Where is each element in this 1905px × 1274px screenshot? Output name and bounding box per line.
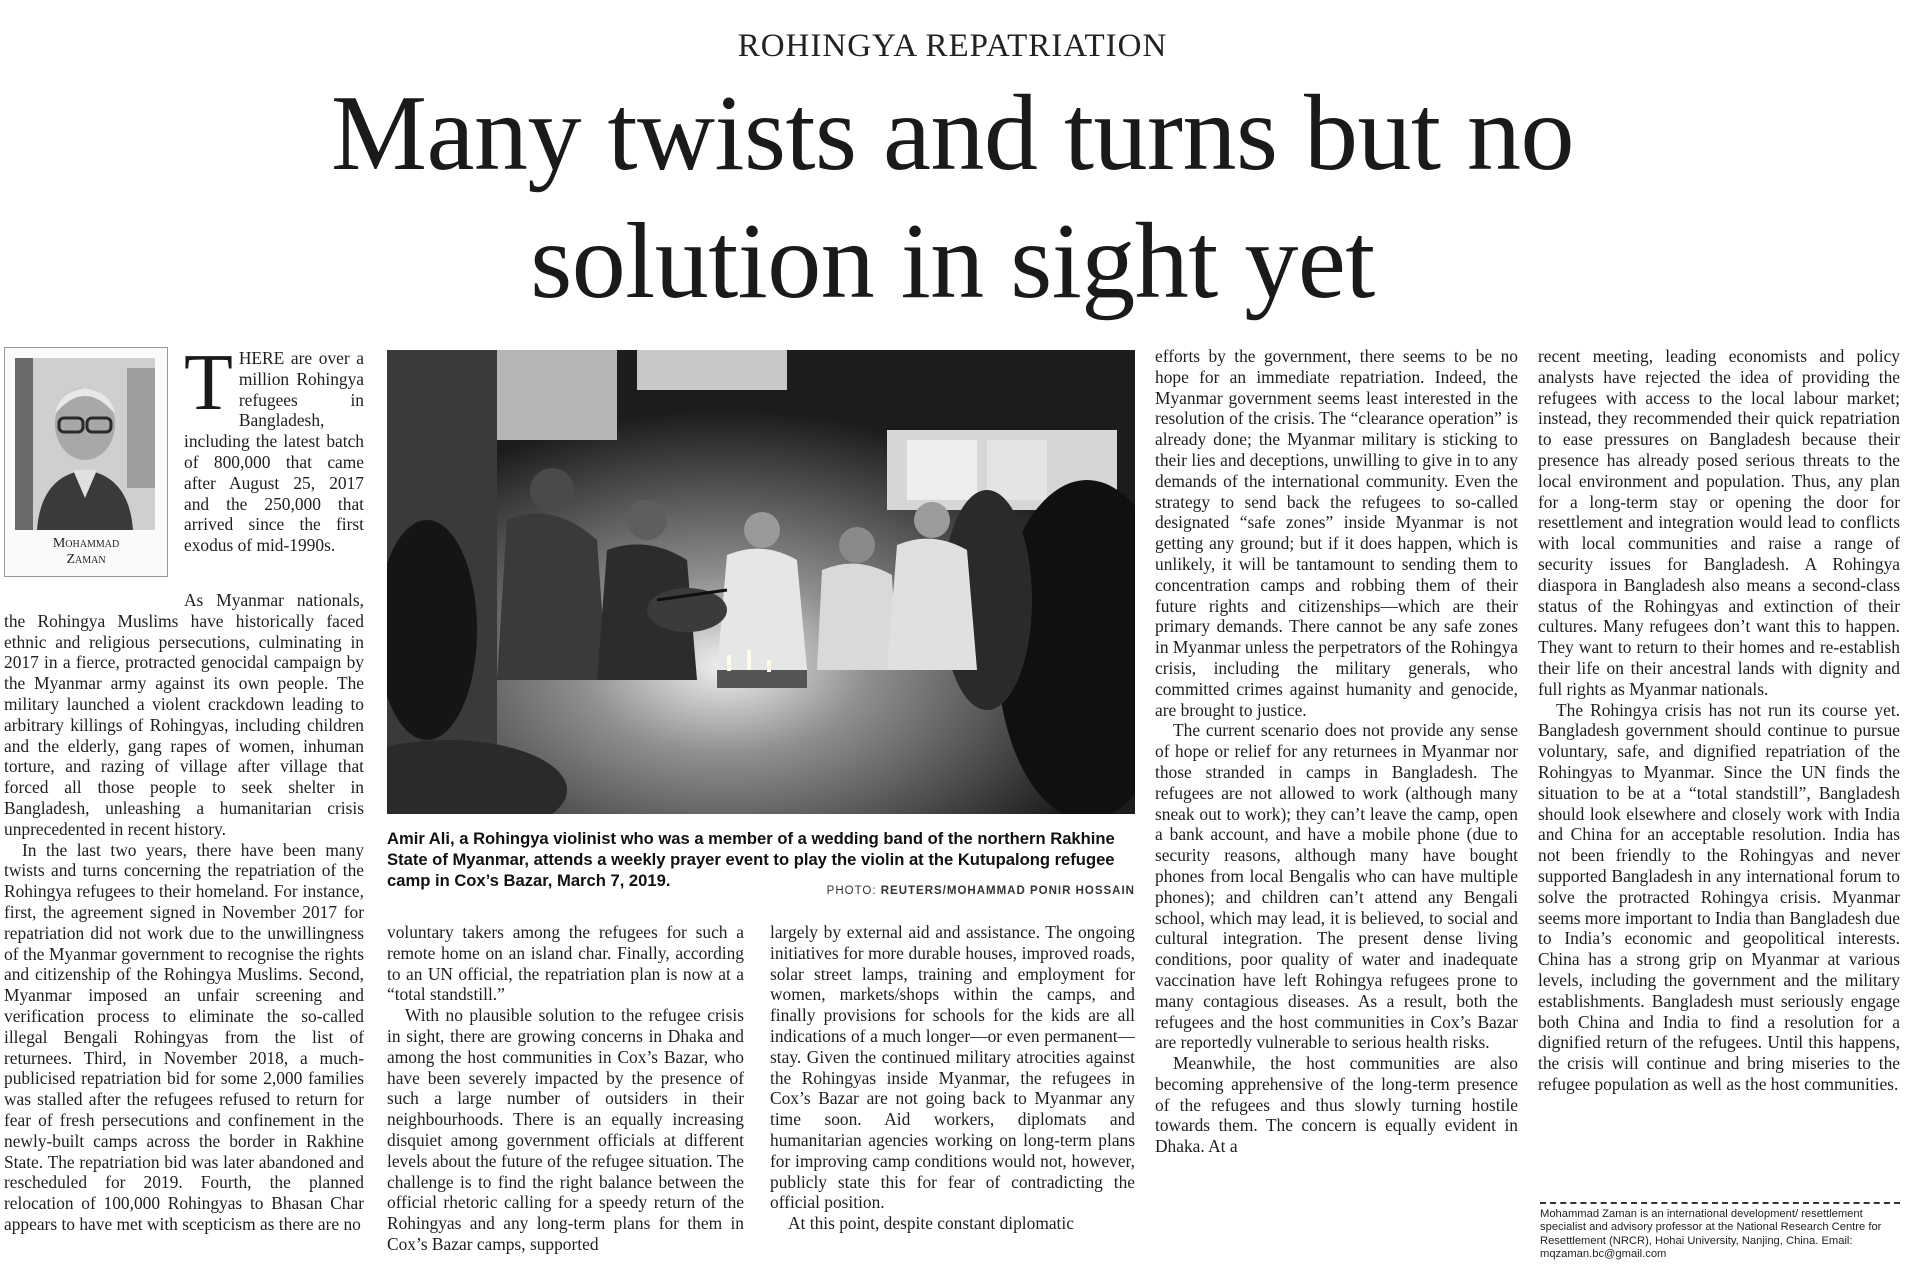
- author-box: [4, 347, 168, 577]
- drop-cap: T: [184, 348, 233, 427]
- bio-divider: [1540, 1202, 1900, 1204]
- intro-paragraph: HERE are over a million Rohingya refugees in Bangladesh, including the latest batch of 800,000 that came after August 25, 2017 and the 250,000 that arrived since the first exodus of mid-1990s.: [184, 348, 364, 556]
- photo-credit: [787, 885, 1135, 897]
- paragraph: As Myanmar nationals, the Rohingya Muslims have historically faced ethnic and religious persecutions, culminating in 2017 in a fierce, protracted genocidal campaign by the Myanmar army against its own people. The military launched a violent crackdown leading to arbitrary killings of Rohingyas, including children and the elderly, gang rapes of women, inhuman torture, and razing of village after village that forced all those people to seek shelter in Bangladesh, unleashing a humanitarian crisis unprecedented in recent history.: [4, 590, 364, 839]
- photo-credit-source: REUTERS/MOHAMMAD PONIR HOSSAIN: [880, 885, 1135, 897]
- paragraph: With no plausible solution to the refugee crisis in sight, there are growing concerns in Dhaka and among the host communities in Cox’s Bazar, who have been severely impacted by the presence of such a large number of outsiders in their neighbourhoods. There is an equally increasing disquiet among government officials at different levels about the future of the refugee situation. The challenge is to find the right balance between the official rhetoric calling for a speedy return of the Rohingyas and any long-term plans for them in Cox’s Bazar camps, supported: [387, 1005, 744, 1254]
- paragraph: The Rohingya crisis has not run its course yet. Bangladesh government should continue to pursue voluntary, safe, and dignified repatriation of the Rohingyas to Myanmar. Since the UN finds the situation to be at a “total standstill”, Bangladesh should look elsewhere and closely work with India and China for an acceptable resolution. India has not been friendly to the Rohingyas and never supported Bangladesh in any international forum to solve the protracted Rohingya crisis. Myanmar seems more important to India than Bangladesh due to India’s economic and geopolitical interests. China has a strong grip on Myanmar at various levels, including the government and the military establishments. Bangladesh must seriously engage both China and India to find a resolution for a dignified return of the refugees. Until this happens, the crisis will continue and bring miseries to the refugee population as well as the host communities.: [1538, 699, 1900, 1094]
- author-bio: Mohammad Zaman is an international development/ resettlement specialist and advisory professor at the National Research Centre for Resettlement (NRCR), Hohai University, Nanjing, China. Email: mqzaman.bc@gmail.com: [1540, 1208, 1882, 1261]
- author-name-line-2: Zaman: [66, 552, 106, 567]
- column-2: [387, 922, 744, 1272]
- prayer-event-photo: [387, 350, 1135, 814]
- kicker: ROHINGYA REPATRIATION: [737, 28, 1168, 64]
- paragraph: efforts by the government, there seems to be no hope for an immediate repatriation. Indeed, the Myanmar government seems least interested in the resolution of the crisis. The “clearance operation” is already done; the Myanmar military is sticking to their lies and deceptions, unwilling to give in to any demands of the international community. Even the strategy to send back the refugees to so-called designated “safe zones” inside Myanmar is not getting any ground; but if it does happen, which is unlikely, it will be tantamount to sending them to concentration camps and robbing them of their future rights and citizenships—which are their primary demands. There cannot be any safe zones in Myanmar unless the perpetrators of the Rohingya crisis, including the military generals, who committed crimes against humanity and genocide, are brought to justice.: [1155, 346, 1518, 720]
- paragraph: The current scenario does not provide any sense of hope or relief for any returnees in Myanmar nor those stranded in camps in Bangladesh. The refugees are not allowed to work (although many sneak out to work); they can’t leave the camp, open a bank account, and have a mobile phone (due to security reasons, although many have bought phones from local Bengalis who can have multiple phones); and children can’t attend any Bengali school, which may lead, it is believed, to social and cultural integration. The present dense living conditions, poor quality of water and inadequate vaccination have left Rohingya refugees prone to many contagious diseases. As a result, both the refugees and the host communities in Cox’s Bazar are reportedly vulnerable to serious health risks.: [1155, 720, 1518, 1053]
- headline: [150, 70, 1755, 326]
- headline-line-1: Many twists and turns but no: [331, 74, 1574, 193]
- main-photo: [387, 350, 1135, 814]
- author-name: [5, 536, 167, 568]
- author-portrait-image: [15, 358, 155, 530]
- column-1-body: [4, 590, 364, 1272]
- author-photo: [15, 358, 155, 530]
- paragraph: recent meeting, leading economists and policy analysts have rejected the idea of providing the refugees with access to the local labour market; instead, they recommended their quick repatriation to ease pressures on Bangladesh because their presence has already posed serious threats to the local environment and population. Thus, any plan for a long-term stay or opening the door for resettlement and integration would lead to conflicts with local communities and raise a range of security issues for Bangladesh. A Rohingya diaspora in Bangladesh also means a second-class status of the Rohingyas and extinction of their cultures. Many refugees don’t want this to happen. They want to return to their homes and re-establish their life on their ancestral lands with dignity and full rights as Myanmar nationals.: [1538, 346, 1900, 699]
- column-4: [1155, 346, 1518, 1272]
- author-name-line-1: Mohammad: [52, 536, 120, 551]
- paragraph: voluntary takers among the refugees for such a remote home on an island char. Finally, according to an UN official, the repatriation plan is now at a “total standstill.”: [387, 922, 744, 1005]
- photo-credit-label: PHOTO:: [826, 885, 881, 897]
- column-5: [1538, 346, 1900, 1198]
- paragraph: In the last two years, there have been many twists and turns concerning the repatriation of the Rohingya refugees to their homeland. For instance, first, the agreement signed in November 2017 for repatriation did not work due to the unwillingness of the Myanmar government to recognise the rights and citizenship of the Rohingya Muslims. Second, Myanmar imposed an unfair screening and verification process to eliminate the so-called illegal Bengali Rohingyas from the list of returnees. Third, in November 2018, a much-publicised repatriation bid for some 2,000 families was stalled after the refugees refused to return for fear of fresh persecutions and confinement in the newly-built camps across the border in Rakhine State. The repatriation bid was later abandoned and rescheduled for 2019. Fourth, the planned relocation of 100,000 Rohingyas to Bhasan Char appears to have met with scepticism as there are no: [4, 839, 364, 1234]
- paragraph: Meanwhile, the host communities are also becoming apprehensive of the long-term presence of the refugees and thus slowly turning hostile towards them. The concern is equally evident in Dhaka. At a: [1155, 1053, 1518, 1157]
- paragraph: largely by external aid and assistance. The ongoing initiatives for more durable houses, improved roads, solar street lamps, training and employment for women, markets/shops within the camps, and finally provisions for schools for the kids are all indications of a much longer—or even permanent—stay. Given the continued military atrocities against the Rohingyas inside Myanmar, the refugees in Cox’s Bazar are not going back to Myanmar any time soon. Aid workers, diplomats and humanitarian agencies working on long-term plans for improving camp conditions would not, however, publicly state this for fear of contradicting the official position.: [770, 922, 1135, 1213]
- photo-caption: Amir Ali, a Rohingya violinist who was a member of a wedding band of the northern Rakhine State of Myanmar, attends a weekly prayer event to play the violin at the Kutupalong refugee camp in Cox’s Bazar, March 7, 2019.: [387, 829, 1115, 890]
- column-1-top: [184, 348, 364, 588]
- headline-line-2: solution in sight yet: [530, 202, 1375, 321]
- column-3: [770, 922, 1135, 1272]
- paragraph: At this point, despite constant diplomatic: [788, 1213, 1074, 1234]
